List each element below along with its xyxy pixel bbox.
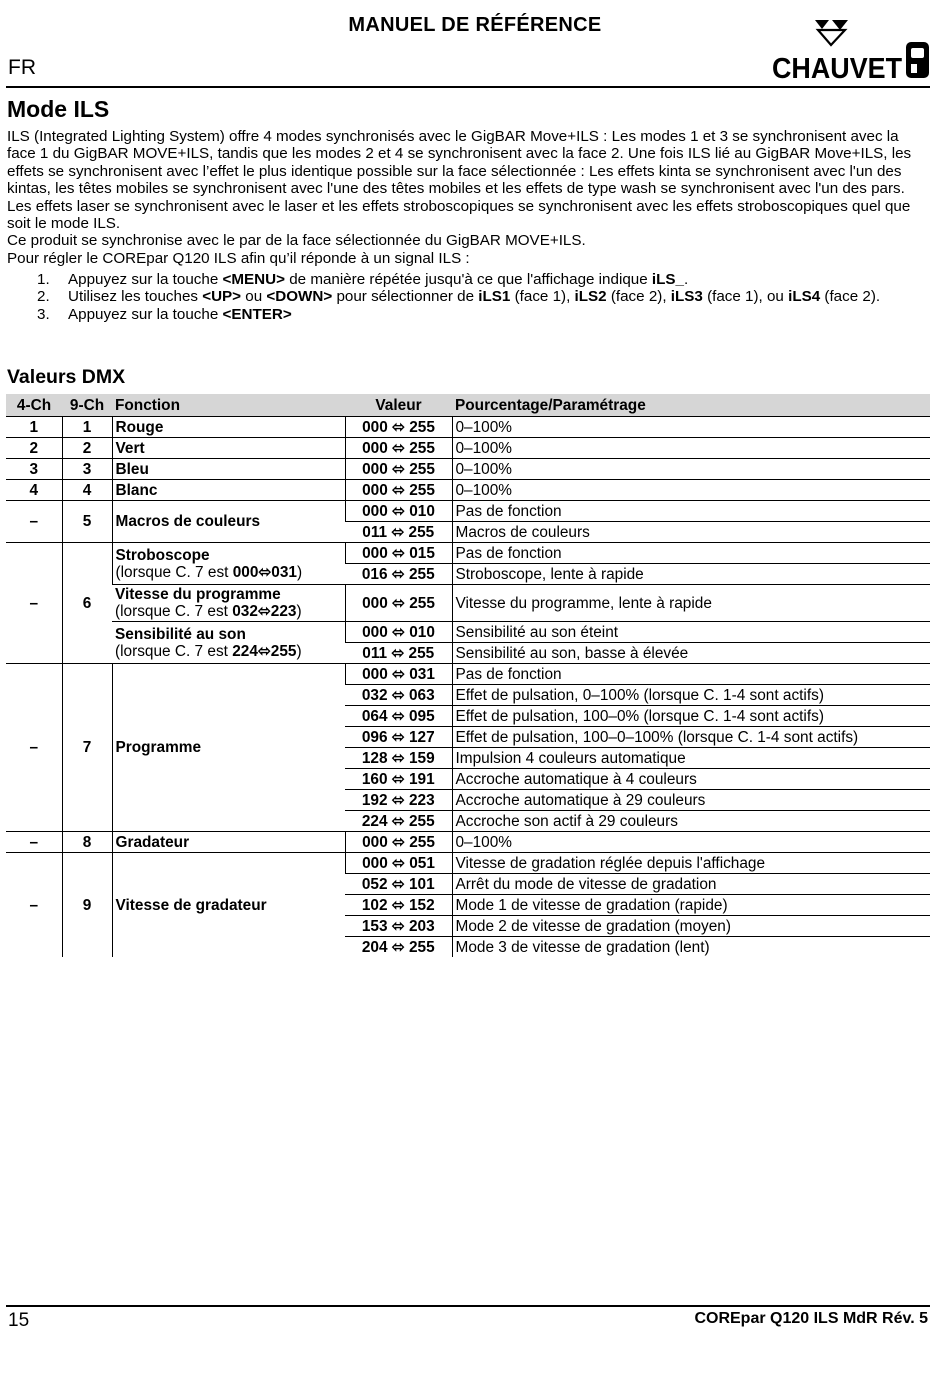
cell-value: 000 ⬄ 255: [345, 417, 452, 438]
cell-value: 204 ⬄ 255: [345, 937, 452, 958]
cell-9ch: 1: [62, 417, 112, 438]
cell-4ch: 3: [6, 459, 62, 480]
cell-value: 192 ⬄ 223: [345, 790, 452, 811]
cell-percentage: Impulsion 4 couleurs automatique: [452, 748, 930, 769]
cell-function: Gradateur: [112, 832, 345, 853]
function-condition: (lorsque C. 7 est: [115, 563, 233, 581]
function-condition: (lorsque C. 7 est: [115, 642, 233, 660]
header-valeur: Valeur: [345, 394, 452, 417]
cell-value: 011 ⬄ 255: [345, 643, 452, 664]
table-row: [6, 480, 930, 501]
cell-percentage: Accroche automatique à 4 couleurs: [452, 769, 930, 790]
cell-9ch: 7: [62, 664, 112, 832]
cell-function: Programme: [112, 664, 345, 832]
step-number: 1.: [37, 271, 50, 288]
step-item: [7, 271, 931, 288]
cell-value: 000 ⬄ 010: [345, 501, 452, 522]
cell-4ch: –: [6, 664, 62, 832]
function-range: 224⬄255: [232, 642, 297, 660]
cell-value: 064 ⬄ 095: [345, 706, 452, 727]
cell-value: 102 ⬄ 152: [345, 895, 452, 916]
table-row: [6, 585, 930, 622]
cell-value: 000 ⬄ 015: [345, 543, 452, 564]
table-row: [6, 622, 930, 643]
cell-9ch: 4: [62, 480, 112, 501]
function-range: 032⬄223: [232, 603, 297, 620]
cell-percentage: Effet de pulsation, 100–0–100% (lorsque C. 1-4 sont actifs): [452, 727, 930, 748]
step-text: (face 1),: [510, 288, 575, 306]
cell-value: 160 ⬄ 191: [345, 769, 452, 790]
function-condition-end: ): [296, 642, 302, 660]
cell-percentage: Effet de pulsation, 100–0% (lorsque C. 1-4 sont actifs): [452, 706, 930, 727]
cell-percentage: Accroche automatique à 29 couleurs: [452, 790, 930, 811]
key-down: <DOWN>: [266, 288, 333, 306]
cell-9ch: 9: [62, 853, 112, 958]
cell-percentage: Mode 3 de vitesse de gradation (lent): [452, 937, 930, 958]
cell-percentage: Mode 1 de vitesse de gradation (rapide): [452, 895, 930, 916]
intro-paragraph: Ce produit se synchronise avec le par de la face sélectionnée du GigBAR MOVE+ILS.: [7, 232, 586, 250]
cell-percentage: Pas de fonction: [452, 501, 930, 522]
cell-function: [112, 585, 345, 622]
display-ils2: iLS2: [574, 288, 607, 306]
cell-function: [112, 622, 345, 664]
cell-4ch: –: [6, 543, 62, 664]
table-row: [6, 664, 930, 685]
function-condition-end: ): [296, 563, 303, 581]
function-range: 000⬄031: [232, 563, 297, 581]
cell-percentage: 0–100%: [452, 832, 930, 853]
step-text: (face 2),: [606, 288, 671, 306]
cell-value: 000 ⬄ 255: [345, 459, 452, 480]
header-9ch: 9-Ch: [62, 394, 112, 417]
cell-value: 000 ⬄ 255: [345, 438, 452, 459]
cell-value: 000 ⬄ 010: [345, 622, 452, 643]
chauvet-dj-logo: [770, 18, 932, 82]
page-number: 15: [8, 1310, 30, 1331]
cell-percentage: 0–100%: [452, 438, 930, 459]
cell-percentage: Pas de fonction: [452, 664, 930, 685]
step-text: Appuyez sur la touche: [68, 305, 223, 323]
table-row: [6, 459, 930, 480]
cell-percentage: 0–100%: [452, 459, 930, 480]
section-title: Mode ILS: [7, 96, 110, 122]
cell-4ch: 1: [6, 417, 62, 438]
cell-value: 000 ⬄ 031: [345, 664, 452, 685]
cell-value: 000 ⬄ 051: [345, 853, 452, 874]
document-reference: COREpar Q120 ILS MdR Rév. 5: [694, 1310, 928, 1327]
step-text: Utilisez les touches: [68, 288, 203, 306]
cell-value: 128 ⬄ 159: [345, 748, 452, 769]
step-text: (face 2).: [820, 288, 881, 306]
cell-value: 011 ⬄ 255: [345, 522, 452, 543]
cell-function: Vert: [112, 438, 345, 459]
display-ils: iLS_: [651, 271, 684, 288]
cell-percentage: Macros de couleurs: [452, 522, 930, 543]
cell-function: Macros de couleurs: [112, 501, 345, 543]
cell-percentage: Sensibilité au son éteint: [452, 622, 930, 643]
header-divider: [6, 86, 930, 88]
cell-4ch: 4: [6, 480, 62, 501]
cell-value: 000 ⬄ 255: [345, 480, 452, 501]
intro-paragraph: Pour régler le COREpar Q120 ILS afin qu’il réponde à un signal ILS :: [7, 249, 470, 267]
cell-value: 052 ⬄ 101: [345, 874, 452, 895]
function-condition-end: ): [296, 603, 302, 620]
cell-percentage: Sensibilité au son, basse à élevée: [452, 643, 930, 664]
header-fonction: Fonction: [112, 394, 345, 417]
table-row: [6, 853, 930, 874]
display-ils3: iLS3: [670, 288, 703, 306]
cell-4ch: –: [6, 832, 62, 853]
cell-percentage: Mode 2 de vitesse de gradation (moyen): [452, 916, 930, 937]
cell-percentage: 0–100%: [452, 417, 930, 438]
cell-percentage: Vitesse du programme, lente à rapide: [452, 585, 930, 622]
step-text: (face 1), ou: [702, 288, 789, 306]
function-name: Sensibilité au son: [115, 625, 246, 643]
cell-percentage: Arrêt du mode de vitesse de gradation: [452, 874, 930, 895]
cell-9ch: 8: [62, 832, 112, 853]
cell-percentage: Accroche son actif à 29 couleurs: [452, 811, 930, 832]
table-row: [6, 501, 930, 522]
key-up: <UP>: [202, 288, 242, 306]
dmx-values-table: [6, 394, 930, 957]
step-item: [7, 306, 931, 323]
footer-divider: [6, 1305, 930, 1307]
key-enter: <ENTER>: [222, 305, 292, 323]
cell-value: 153 ⬄ 203: [345, 916, 452, 937]
table-row: [6, 832, 930, 853]
function-name: Stroboscope: [115, 546, 210, 564]
step-number: 2.: [37, 288, 50, 306]
intro-text: [7, 128, 931, 267]
cell-value: 224 ⬄ 255: [345, 811, 452, 832]
cell-percentage: 0–100%: [452, 480, 930, 501]
header-4ch: 4-Ch: [6, 394, 62, 417]
table-row: [6, 417, 930, 438]
cell-4ch: 2: [6, 438, 62, 459]
table-row: [6, 543, 930, 564]
cell-value: 016 ⬄ 255: [345, 564, 452, 585]
intro-paragraph: ILS (Integrated Lighting System) offre 4 modes synchronisés avec le GigBAR Move+ILS : Les modes 1 et 3 se synchronisent avec la face 1 du GigBAR MOVE+ILS, tandis que les modes 2 et 4 se synchronisent avec la face 2. Une fois ILS lié au GigBAR Move+ILS, les effets se synchronisent avec l’effet le plus identique possible sur la face sélectionnée : Les effets kinta se synchronisent avec l'un des kintas, les têtes mobiles se synchronisent avec l'une des têtes mobiles et les effets de type wash se synchronisent avec l'un des pars. Les effets laser se synchronisent avec le laser et les effets stroboscopiques se synchronisent avec les effets stroboscopiques quel que soit le mode ILS.: [7, 128, 912, 233]
cell-function: Blanc: [112, 480, 345, 501]
display-ils4: iLS4: [788, 288, 821, 306]
step-item: [7, 288, 931, 305]
step-text: Appuyez sur la touche: [68, 271, 223, 288]
function-name: Vitesse du programme: [115, 586, 281, 603]
display-ils1: iLS1: [478, 288, 511, 306]
cell-value: 096 ⬄ 127: [345, 727, 452, 748]
step-number: 3.: [37, 305, 50, 323]
cell-value: 000 ⬄ 255: [345, 585, 452, 622]
cell-function: Rouge: [112, 417, 345, 438]
dmx-section-title: Valeurs DMX: [7, 366, 126, 388]
cell-function: [112, 543, 345, 585]
svg-text:CHAUVET: CHAUVET: [772, 53, 903, 82]
cell-percentage: Effet de pulsation, 0–100% (lorsque C. 1-4 sont actifs): [452, 685, 930, 706]
cell-value: 000 ⬄ 255: [345, 832, 452, 853]
cell-function: Bleu: [112, 459, 345, 480]
cell-9ch: 2: [62, 438, 112, 459]
step-text: .: [683, 271, 689, 288]
cell-9ch: 3: [62, 459, 112, 480]
cell-value: 032 ⬄ 063: [345, 685, 452, 706]
cell-4ch: –: [6, 853, 62, 958]
cell-function: Vitesse de gradateur: [112, 853, 345, 958]
table-header-row: [6, 394, 930, 417]
cell-9ch: 6: [62, 543, 112, 664]
table-row: [6, 438, 930, 459]
document-header-title: MANUEL DE RÉFÉRENCE: [348, 14, 602, 36]
cell-4ch: –: [6, 501, 62, 543]
cell-percentage: Pas de fonction: [452, 543, 930, 564]
key-menu: <MENU>: [222, 271, 285, 288]
step-text: ou: [241, 288, 267, 306]
function-condition: (lorsque C. 7 est: [115, 603, 233, 620]
language-label: FR: [8, 56, 36, 79]
cell-percentage: Stroboscope, lente à rapide: [452, 564, 930, 585]
cell-9ch: 5: [62, 501, 112, 543]
steps-list: [7, 271, 931, 323]
header-pourcentage: Pourcentage/Paramétrage: [452, 394, 930, 417]
step-text: pour sélectionner de: [332, 288, 479, 306]
cell-percentage: Vitesse de gradation réglée depuis l'affichage: [452, 853, 930, 874]
step-text: de manière répétée jusqu'à ce que l'affichage indique: [284, 271, 652, 288]
